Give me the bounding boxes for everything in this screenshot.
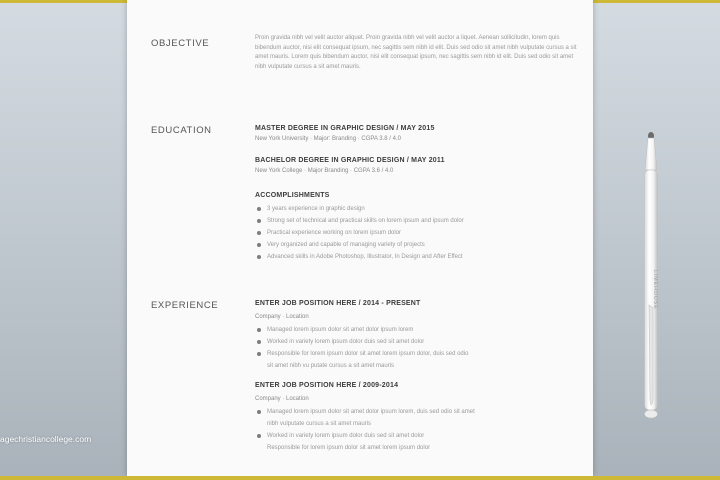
accomplishments-list bbox=[255, 203, 577, 263]
list-item: Advanced skills in Adobe Photoshop, Illustrator, In Design and After Effect bbox=[255, 251, 577, 263]
job-heading: ENTER JOB POSITION HERE / 2014 - PRESENT bbox=[255, 300, 421, 307]
education-title: EDUCATION bbox=[151, 125, 212, 136]
list-item: Strong set of technical and practical skills on lorem ipsum and ipsum dolor bbox=[255, 215, 577, 227]
job-company: Company · Location bbox=[255, 396, 309, 402]
job-duties-list bbox=[255, 406, 577, 454]
list-item: Very organized and capable of managing variety of projects bbox=[255, 239, 577, 251]
job-duties-list bbox=[255, 324, 577, 372]
list-item-continued: Responsible for lorem ipsum dolor sit amet lorem ipsum dolor bbox=[267, 445, 431, 451]
resume-page bbox=[127, 0, 593, 476]
list-item: Practical experience working on lorem ipsum dolor bbox=[255, 227, 577, 239]
degree-detail: New York College · Major Branding · CGPA 3.6 / 4.0 bbox=[255, 168, 394, 174]
objective-content bbox=[255, 34, 577, 72]
list-item: Worked in variety lorem ipsum dolor duis sed sit amet dolor bbox=[255, 336, 577, 348]
watermark-text: agechristiancollege.com bbox=[0, 434, 92, 444]
bottom-accent-band bbox=[0, 476, 720, 480]
pen-brand-label: LIMEHOUSE bbox=[652, 270, 658, 310]
education-content bbox=[255, 124, 577, 263]
list-item: Managed lorem ipsum dolor sit amet dolor ipsum lorem bbox=[255, 324, 577, 336]
degree-heading: BACHELOR DEGREE IN GRAPHIC DESIGN / MAY 2011 bbox=[255, 157, 445, 164]
objective-title: OBJECTIVE bbox=[151, 38, 210, 49]
list-item-continued: nibh vulputate cursus a sit amet mauris bbox=[267, 421, 372, 427]
list-item-continued: sit amet nibh vu putate cursus a sit amet mauris bbox=[267, 363, 395, 369]
list-item: Managed lorem ipsum dolor sit amet dolor ipsum lorem, duis sed odio sit amet bbox=[255, 406, 577, 418]
accomplishments-heading: ACCOMPLISHMENTS bbox=[255, 192, 330, 199]
experience-title: EXPERIENCE bbox=[151, 300, 219, 311]
objective-text: Proin gravida nibh vel velit auctor aliquet. Proin gravida nibh vel velit auctor a liquet. Aenean sollicitudin, lorem quis bibendum auctor, nisi elit consequat ipsum, nec sagittis sem nibh id elit. Duis sed odio sit amet nibh vulputate cursus a sit amet mauris. Lorem quis bibendum auctor, nisi elit consequat ipsum, nec sagittis sem nibh id elit. Duis sed odio sit amet nibh vulputate cursus a sit amet mauris. bbox=[255, 35, 577, 70]
degree-heading: MASTER DEGREE IN GRAPHIC DESIGN / MAY 2015 bbox=[255, 125, 435, 132]
list-item: 3 years experience in graphic design bbox=[255, 203, 577, 215]
list-item: Worked in variety lorem ipsum dolor duis sed sit amet dolor bbox=[255, 430, 577, 442]
degree-detail: New York University · Major: Branding · CGPA 3.8 / 4.0 bbox=[255, 136, 401, 142]
pen-icon bbox=[638, 130, 664, 426]
list-item: Responsible for lorem ipsum dolor sit amet lorem ipsum dolor, duis sed odio bbox=[255, 348, 577, 360]
job-company: Company · Location bbox=[255, 314, 309, 320]
experience-content bbox=[255, 299, 577, 454]
job-heading: ENTER JOB POSITION HERE / 2009-2014 bbox=[255, 382, 399, 389]
